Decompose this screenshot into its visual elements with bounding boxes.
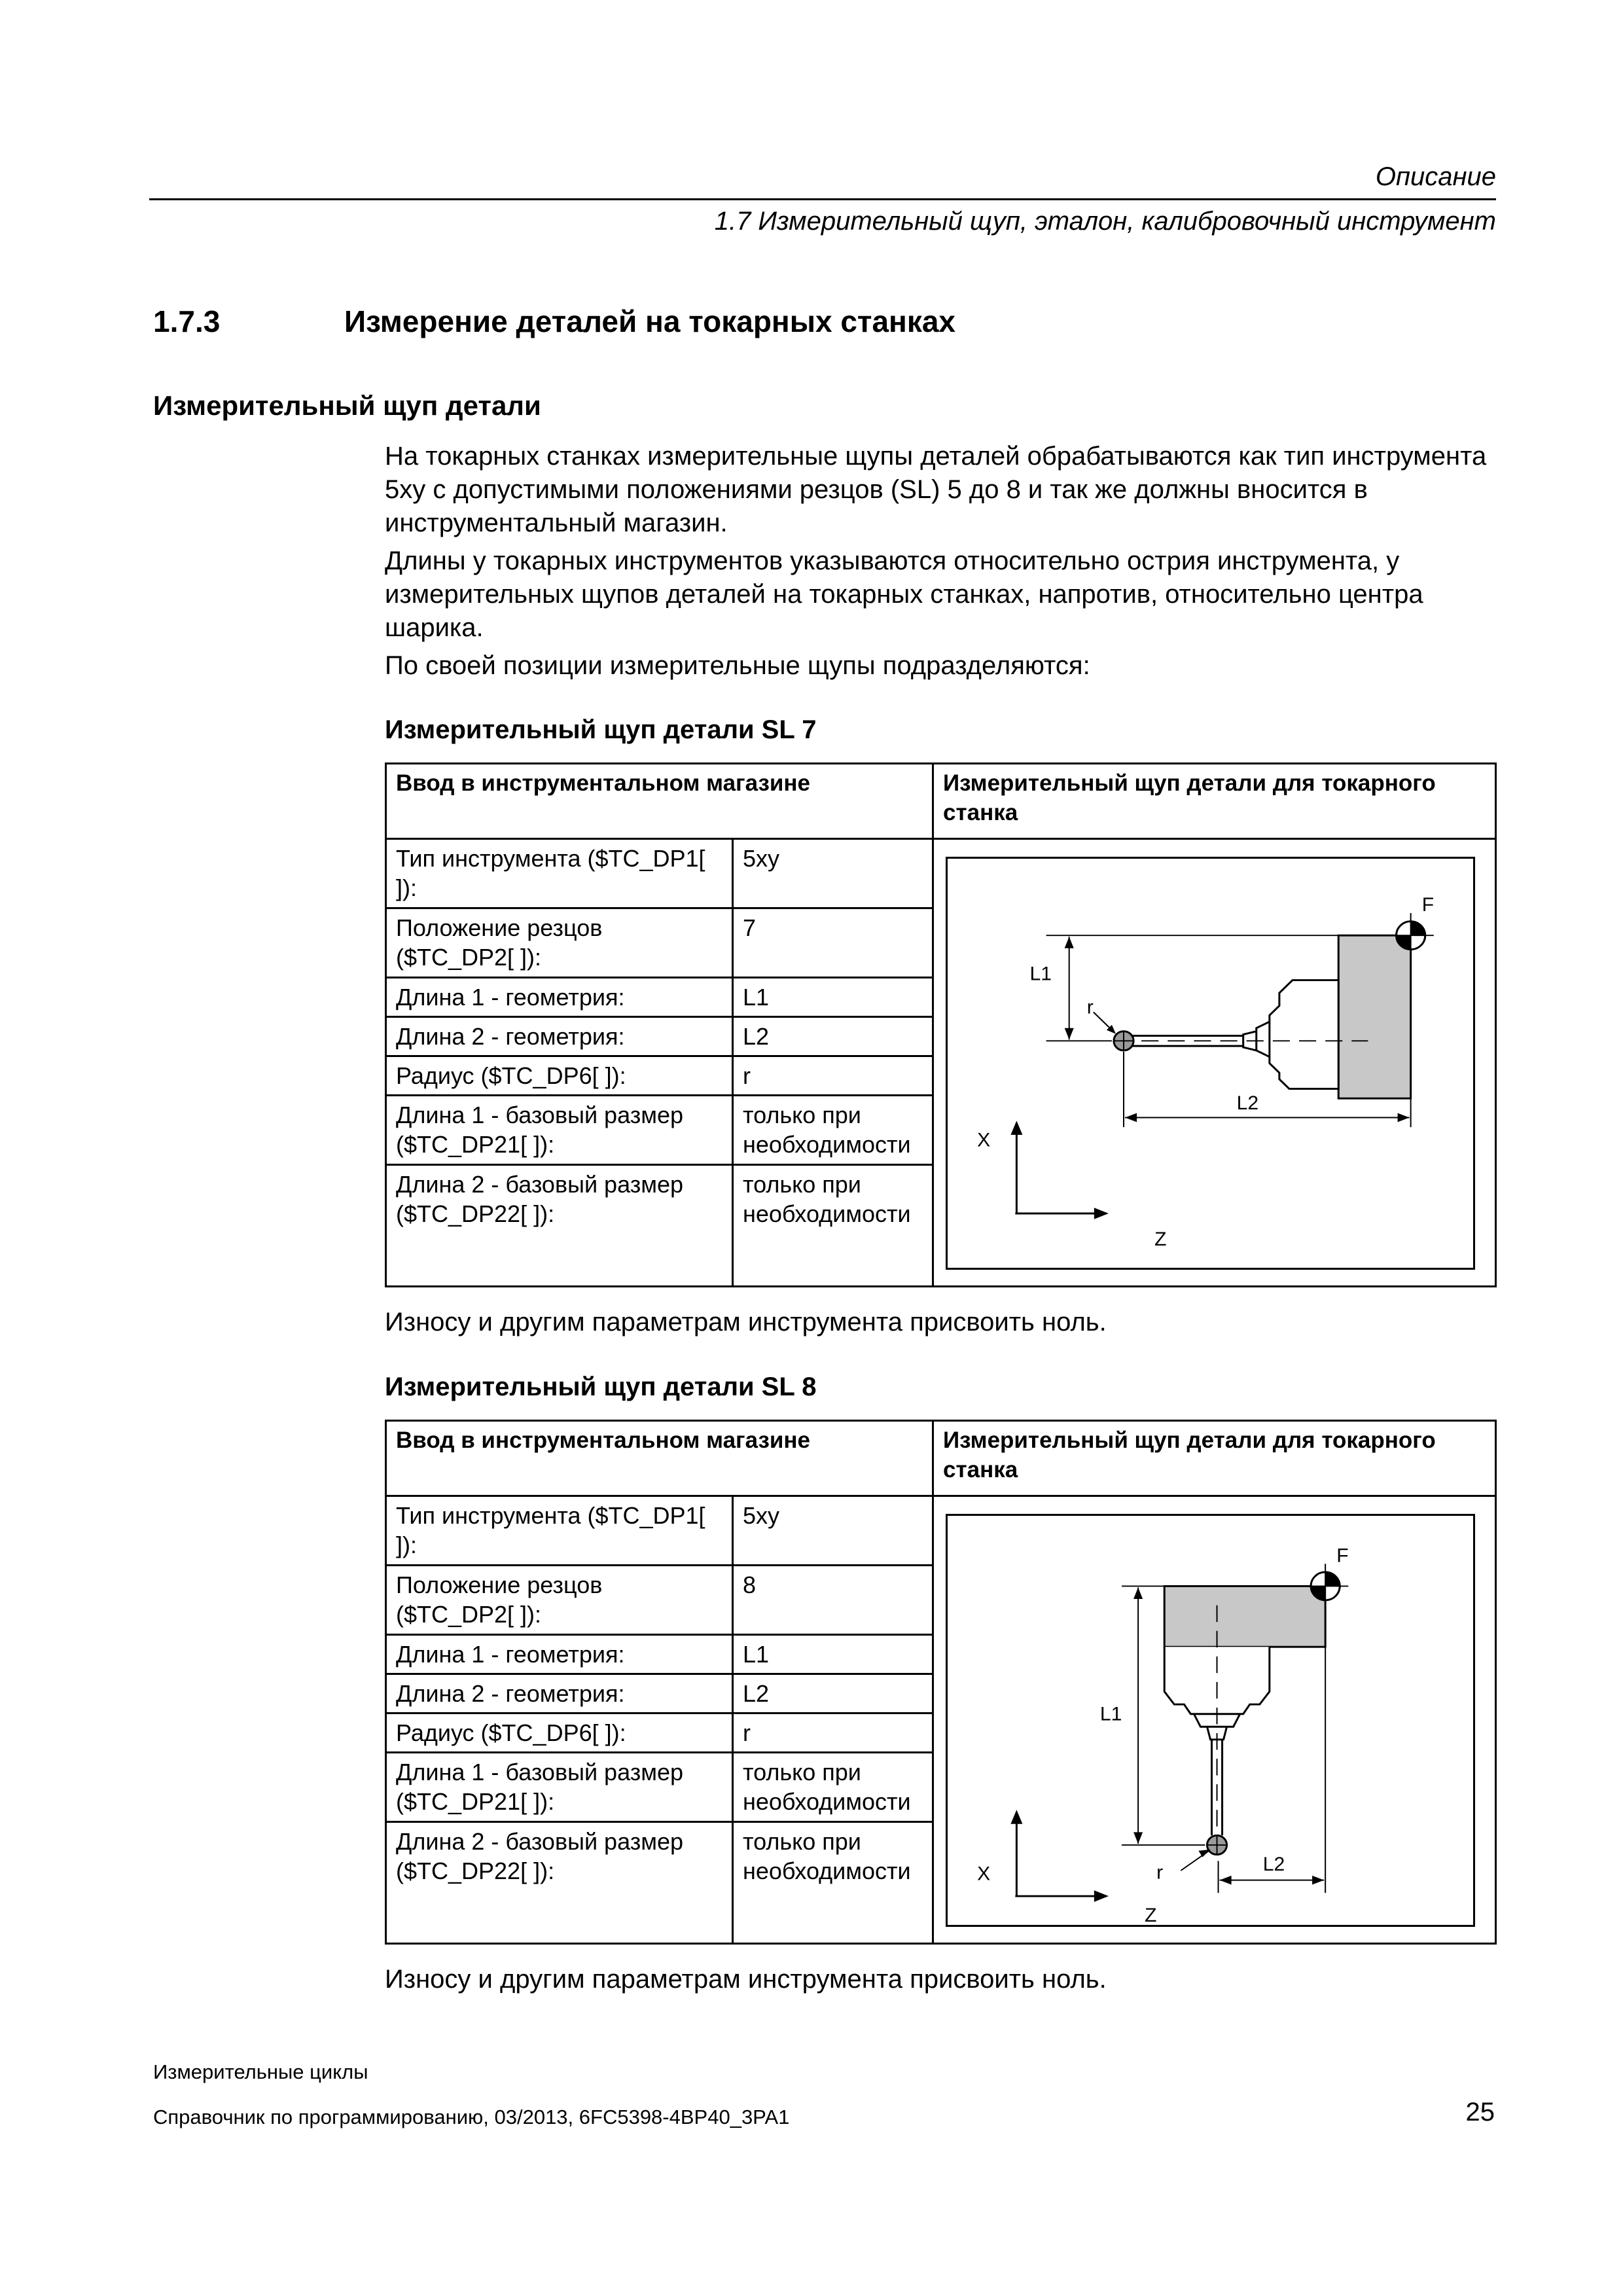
probe-diagram-sl8 xyxy=(946,1514,1475,1927)
param-label: Радиус ($TC_DP6[ ]): xyxy=(386,1713,733,1753)
label-L2: L2 xyxy=(1262,1854,1285,1875)
param-value: только при необходимости xyxy=(733,1822,933,1944)
param-value: r xyxy=(733,1056,933,1096)
footer-manual-info: Справочник по программированию, 03/2013, 6FC5398-4BP40_3PA1 xyxy=(153,2106,790,2128)
label-F: F xyxy=(1421,894,1435,916)
probe-body xyxy=(1270,980,1338,1089)
param-label: Тип инструмента ($TC_DP1[ ]): xyxy=(386,1496,733,1566)
column-header-figure: Измерительный щуп детали для токарного станка xyxy=(933,1421,1496,1496)
param-value: только при необходимости xyxy=(733,1165,933,1287)
note-sl7: Износу и другим параметрам инструмента присвоить ноль. xyxy=(385,1308,1107,1336)
note-sl8: Износу и другим параметрам инструмента присвоить ноль. xyxy=(385,1965,1107,1994)
figure-cell-sl7 xyxy=(933,839,1496,1287)
tool-table-sl7 xyxy=(385,762,1497,1287)
param-label: Положение резцов ($TC_DP2[ ]): xyxy=(386,908,733,978)
paragraph-3: По своей позиции измерительные щупы подразделяются: xyxy=(385,651,1090,680)
label-X: X xyxy=(977,1129,991,1151)
label-L1: L1 xyxy=(1029,963,1052,985)
param-label: Радиус ($TC_DP6[ ]): xyxy=(386,1056,733,1096)
section-number: 1.7.3 xyxy=(153,304,221,338)
label-Z: Z xyxy=(1145,1905,1157,1925)
label-X: X xyxy=(977,1863,991,1885)
param-value: L1 xyxy=(733,978,933,1017)
subheading: Измерительный щуп детали xyxy=(153,390,541,421)
param-label: Положение резцов ($TC_DP2[ ]): xyxy=(386,1566,733,1635)
running-header-section: 1.7 Измерительный щуп, эталон, калибровочный инструмент xyxy=(714,207,1496,236)
param-label: Длина 2 - геометрия: xyxy=(386,1674,733,1713)
table-heading-sl7: Измерительный щуп детали SL 7 xyxy=(385,715,817,744)
header-rule xyxy=(149,198,1496,200)
column-header-magazine: Ввод в инструментальном магазине xyxy=(386,764,933,839)
param-value: L1 xyxy=(733,1635,933,1674)
table-heading-sl8: Измерительный щуп детали SL 8 xyxy=(385,1372,817,1401)
param-label: Длина 2 - геометрия: xyxy=(386,1017,733,1056)
param-value: 8 xyxy=(733,1566,933,1635)
workpiece-block xyxy=(1164,1586,1325,1647)
param-label: Длина 1 - геометрия: xyxy=(386,978,733,1017)
param-value: только при необходимости xyxy=(733,1096,933,1165)
label-Z: Z xyxy=(1154,1229,1167,1250)
param-label: Длина 2 - базовый размер ($TC_DP22[ ]): xyxy=(386,1165,733,1287)
column-header-magazine: Ввод в инструментальном магазине xyxy=(386,1421,933,1496)
running-header-title: Описание xyxy=(1375,162,1496,191)
footer-book-title: Измерительные циклы xyxy=(153,2060,368,2083)
probe-diagram-sl7 xyxy=(946,857,1475,1270)
param-value: 5xy xyxy=(733,1496,933,1566)
param-value: L2 xyxy=(733,1674,933,1713)
param-value: только при необходимости xyxy=(733,1753,933,1822)
label-r: r xyxy=(1086,996,1094,1018)
param-value: L2 xyxy=(733,1017,933,1056)
column-header-figure: Измерительный щуп детали для токарного станка xyxy=(933,764,1496,839)
param-label: Длина 1 - базовый размер ($TC_DP21[ ]): xyxy=(386,1753,733,1822)
tool-table-sl8 xyxy=(385,1420,1497,1945)
param-value: 7 xyxy=(733,908,933,978)
page-number: 25 xyxy=(1465,2098,1495,2126)
label-r: r xyxy=(1156,1862,1164,1884)
paragraph-1: На токарных станках измерительные щупы деталей обрабатываются как тип инструмента 5xy с допустимыми положениями резцов (SL) 5 до 8 и так же должны вносится в инструментальный магазин. xyxy=(385,442,1487,537)
param-label: Длина 2 - базовый размер ($TC_DP22[ ]): xyxy=(386,1822,733,1944)
param-label: Тип инструмента ($TC_DP1[ ]): xyxy=(386,839,733,908)
workpiece-block xyxy=(1338,935,1410,1098)
param-value: r xyxy=(733,1713,933,1753)
param-value: 5xy xyxy=(733,839,933,908)
paragraph-2: Длины у токарных инструментов указываются относительно острия инструмента, у измерительных щупов деталей на токарных станках, напротив, относительно центра шарика. xyxy=(385,547,1423,642)
figure-cell-sl8 xyxy=(933,1496,1496,1944)
label-L1: L1 xyxy=(1099,1703,1122,1725)
param-label: Длина 1 - базовый размер ($TC_DP21[ ]): xyxy=(386,1096,733,1165)
param-label: Длина 1 - геометрия: xyxy=(386,1635,733,1674)
label-F: F xyxy=(1336,1545,1349,1567)
label-L2: L2 xyxy=(1236,1092,1259,1114)
section-title: Измерение деталей на токарных станках xyxy=(344,304,956,338)
